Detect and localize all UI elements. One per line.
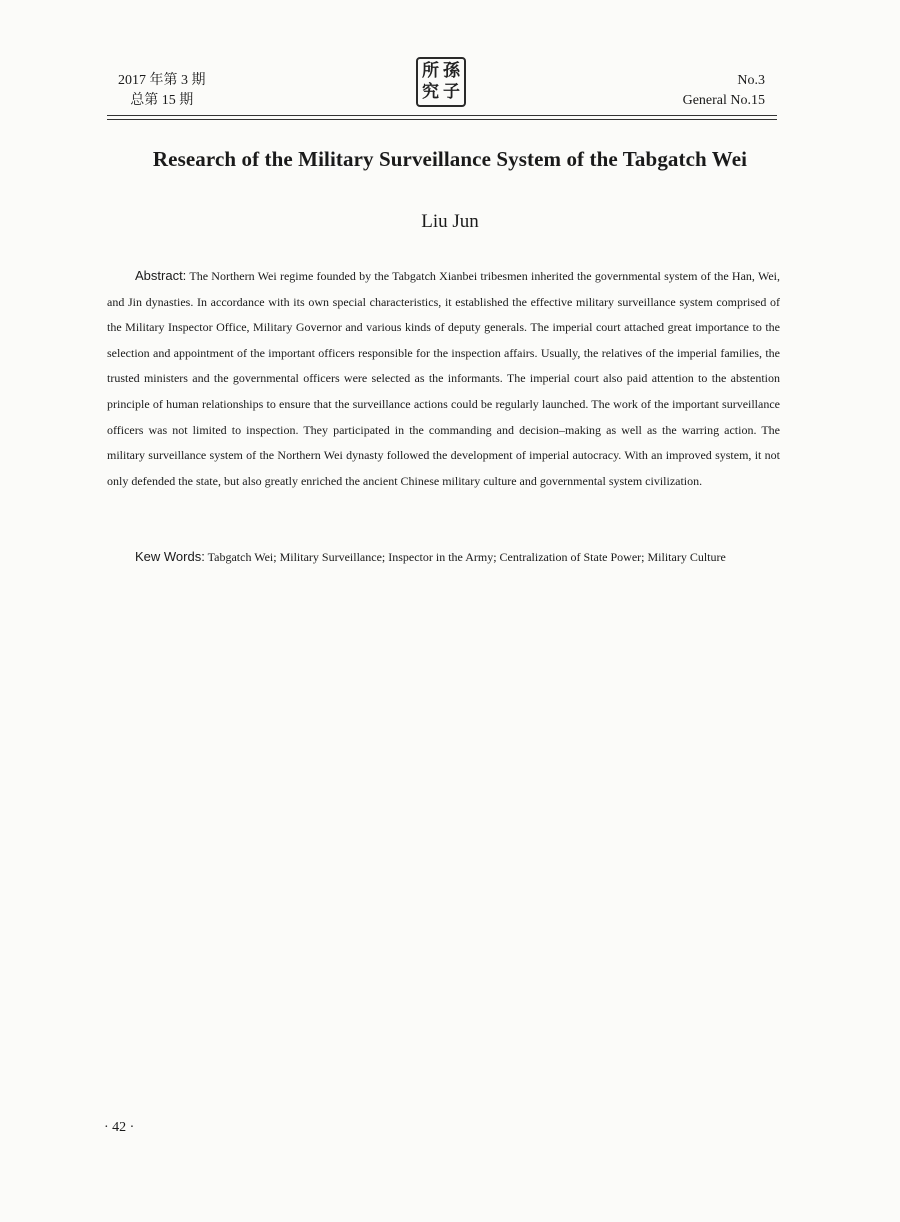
keywords-body: Tabgatch Wei; Military Surveillance; Inspector in the Army; Centralization of State Power; Military Culture [207, 550, 726, 564]
general-number: General No.15 [682, 93, 765, 108]
journal-logo-seal [416, 57, 466, 107]
seal-char-1: 所 [422, 61, 439, 81]
keywords-line [135, 547, 785, 567]
article-author: Liu Jun [421, 211, 479, 232]
seal-char-4: 子 [443, 82, 460, 102]
issue-info-english [683, 71, 765, 111]
article-title: Research of the Military Surveillance System of the Tabgatch Wei [152, 147, 748, 171]
keywords-label: Kew Words: [135, 549, 205, 564]
header-rule-thick [107, 115, 777, 116]
abstract-paragraph [107, 263, 780, 494]
page-number: · 42 · [104, 1120, 135, 1135]
issue-year-number: 2017 年第 3 期 [118, 73, 206, 88]
issue-info-chinese [118, 71, 206, 111]
issue-number: No.3 [737, 73, 765, 88]
header-rule-thin [107, 119, 777, 120]
issue-total-number: 总第 15 期 [130, 93, 194, 108]
abstract-label: Abstract: [135, 268, 187, 283]
seal-char-3: 究 [422, 82, 439, 102]
abstract-body: The Northern Wei regime founded by the Tabgatch Xianbei tribesmen inherited the governmental system of the Han, Wei, and Jin dynasties. In accordance with its own special characteristics, it established the effective military surveillance system comprised of the Military Inspector Office, Military Governor and various kinds of deputy generals. The imperial court attached great importance to the selection and appointment of the important officers responsible for the inspection affairs. Usually, the relatives of the imperial families, the trusted ministers and the governmental officers were selected as the informants. The imperial court also paid attention to the abstention principle of human relationships to ensure that the surveillance actions could be regularly launched. The work of the important surveillance officers was not limited to inspection. They participated in the commanding and decision–making as well as the warring action. The military surveillance system of the Northern Wei dynasty followed the development of imperial autocracy. With an improved system, it not only defended the state, but also greatly enriched the ancient Chinese military culture and governmental system civilization. [107, 269, 780, 488]
seal-char-2: 孫 [443, 61, 460, 81]
